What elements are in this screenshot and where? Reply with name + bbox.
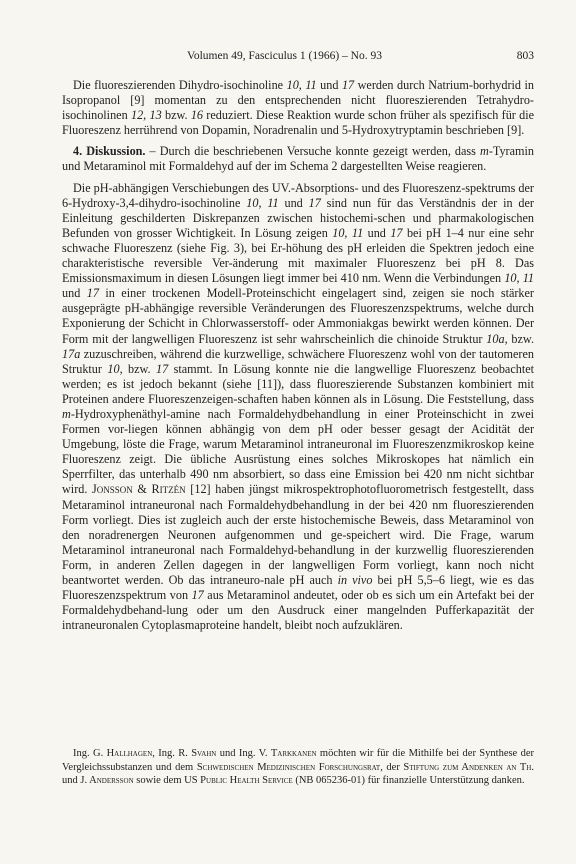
text-run: sind nun für das Verständnis der in der Einleitung geschilderten Diskrepanzen zwischen histochemi-schen und pharmakologischen Befunden von grosser Wichtigkeit. In Lösung zeigen	[62, 195, 534, 240]
text-run: und	[62, 775, 81, 787]
organization-name: US Public Health Service	[184, 775, 293, 787]
text-run: , Ing. R.	[152, 748, 192, 759]
text-run: und Ing. V.	[216, 748, 271, 759]
compound-ref: 17	[86, 286, 99, 301]
compound-ref: 17	[156, 361, 169, 376]
text-run: Die pH-abhängigen Verschiebungen des UV.-Absorptions- und des Fluoreszenz-spektrums der 6-Hydroxy-3,4-dihydro-isochinoline	[62, 180, 534, 210]
compound-ref: 10, 11	[504, 271, 534, 286]
text-run: , bzw.	[119, 361, 156, 376]
text-run: und	[62, 286, 87, 301]
text-run: möchten wir für die Mithilfe bei der Synthese der Vergleichssubstanzen und dem	[62, 748, 534, 773]
article-body	[62, 78, 534, 633]
text-run: und	[316, 78, 342, 92]
text-run: und	[278, 195, 309, 210]
text-run: Die fluoreszierenden Dihydro-isochinoline	[73, 78, 287, 92]
text-run: bei pH 5,5–6 liegt, wie es das Fluoreszenzspektrum von	[62, 573, 534, 603]
compound-ref: 10	[107, 361, 120, 376]
author-names: Jonsson & Ritzén	[92, 482, 186, 497]
paragraph-reduction	[62, 78, 534, 138]
compound-ref: 10, 11	[246, 195, 279, 210]
person-name: Tarkkanen	[270, 748, 317, 759]
compound-ref: 10a	[486, 331, 505, 346]
compound-ref: 12, 13	[130, 108, 162, 123]
text-run: werden durch Natrium-borhydrid in Isopropanol [9] momentan zu den entsprechenden nicht fluoreszierenden Tetrahydro-isochinolinen	[62, 78, 534, 123]
compound-ref: 17	[390, 225, 403, 240]
text-run: – Durch die beschriebenen Versuche konnte gezeigt werden, dass	[145, 144, 480, 159]
acknowledgement-paragraph	[62, 747, 534, 788]
text-run: [12] haben jüngst mikrospektrophotofluorometrisch festgestellt, dass Metaraminol intraneuronal nach Formaldehydbehandlung in der bei 420 nm fluoreszierenden Form vorliegt. Dies ist zugleich auch der erste histochemische Beweis, dass Metaraminol von den noradrenergen Neuronen aufgenommen und ge-speichert wird. Die Frage, warum Metaraminol intraneuronal nach Formaldehyd-behandlung in der kurzwellig fluoreszierenden Form, in anderen Zellen dagegen in der langwelligen Form vorliegt, kann noch nicht beantwortet werden. Ob das intraneuro-nale pH auch	[62, 482, 534, 587]
organization-name: Schwedischen Medizinischen Forschungsrat	[196, 761, 381, 773]
text-run: stammt. In Lösung konnte nie die langwellige Fluoreszenz beobachtet werden; es ist jedoch bekannt (siehe [11]), dass fluoreszierende Substanzen kombiniert mit Proteinen andere Fluoreszenzeigen-schaften haben können als in Lösung. Die Feststellung, dass	[62, 361, 535, 406]
text-run: bzw.	[161, 108, 191, 123]
person-name: Svahn	[191, 748, 217, 759]
compound-ref: 16	[190, 108, 204, 123]
person-name: Hallhagen	[106, 748, 153, 759]
compound-ref: 10, 11	[332, 225, 364, 240]
paragraph-discussion	[62, 144, 534, 174]
text-run: zuzuschreiben, während die kurzwellige, schwächere Fluoreszenz wohl von der tautomeren Struktur	[62, 346, 534, 376]
compound-ref: 17	[308, 195, 321, 210]
compound-ref: 17a	[62, 346, 81, 361]
text-run: , bzw.	[504, 331, 534, 346]
running-header	[62, 50, 534, 68]
text-run: in einer trockenen Modell-Proteinschicht eingelagert sind, zeigen sie noch stärker ausgeprägte pH-abhängige reversible Veränderungen des Fluoreszenzspektrums, welche durch Exponierung der Schicht in Chlorwasserstoff- oder Ammoniakgas bewirkt werden können. Der Form mit der langwelligen Fluoreszenz ist sehr wahrscheinlich die chinoide Struktur	[62, 286, 534, 346]
paragraph-ph-shifts	[62, 181, 534, 634]
running-title: Volumen 49, Fasciculus 1 (1966) – No. 93	[187, 50, 382, 62]
organization-name: J. Andersson	[80, 775, 134, 787]
text-run: sowie dem	[133, 775, 185, 787]
text-run: aus Metaraminol andeutet, oder ob es sich um ein Artefakt bei der Formaldehydbehand-lung oder um den Ausdruck einer mangelnden Pufferkapazität der intraneuronalen Cytoplasmaproteine handelt, bleibt noch aufzuklären.	[62, 588, 535, 633]
compound-ref: 10, 11	[286, 78, 317, 92]
text-run: Ing. G.	[73, 748, 107, 759]
text-run: bei pH 1–4 nur eine sehr schwache Fluoreszenz (siehe Fig. 3), bei Er-höhung des pH erleiden die Spektren jedoch eine charakteristische reversible Ver-änderung mit maximaler Fluoreszenz bei pH 8. Das Emissionsmaximum in diesen Lösungen liegt immer bei 410 nm. Wenn die Verbindungen	[62, 225, 534, 286]
italic-prefix: m	[62, 406, 71, 421]
organization-name: Stiftung zum Andenken an Th.	[403, 761, 534, 773]
text-run: -Hydroxyphenäthyl-amine nach Formaldehydbehandlung in einer Proteinschicht in zwei Formen vor-liegen können abhängig von dem pH oder besser gesagt der Acidität der Umgebung, löste die Frage, warum Metaraminol intraneuronal im Fluoreszenzmikroskop keine Fluoreszenz zeigt. Die übliche Ausrüstung eines solches Mikroskopes hat nämlich ein Sperrfilter, das unterhalb 490 nm absorbiert, so dass eine Emission bei 420 nm nicht sichtbar wird.	[62, 406, 534, 497]
page-number: 803	[516, 50, 534, 62]
text-run: , der	[380, 761, 404, 773]
italic-prefix: m	[480, 144, 489, 159]
section-heading: 4. Diskussion.	[73, 144, 146, 159]
italic-phrase: in vivo	[337, 573, 373, 587]
text-run: (NB 065236-01) für finanzielle Unterstützung danken.	[292, 775, 525, 787]
text-run: und	[363, 225, 391, 240]
compound-ref: 17	[191, 588, 204, 603]
text-run: -Tyramin und Metaraminol mit Formaldehyd auf der im Schema 2 dargestellten Weise reagieren.	[62, 144, 534, 174]
compound-ref: 17	[341, 78, 355, 92]
acknowledgements	[62, 747, 534, 788]
text-run: reduziert. Diese Reaktion wurde schon früher als spezifisch für die Fluoreszenz herrührend von Dopamin, Noradrenalin und 5-Hydroxytryptamin beschrieben [9].	[62, 108, 535, 138]
